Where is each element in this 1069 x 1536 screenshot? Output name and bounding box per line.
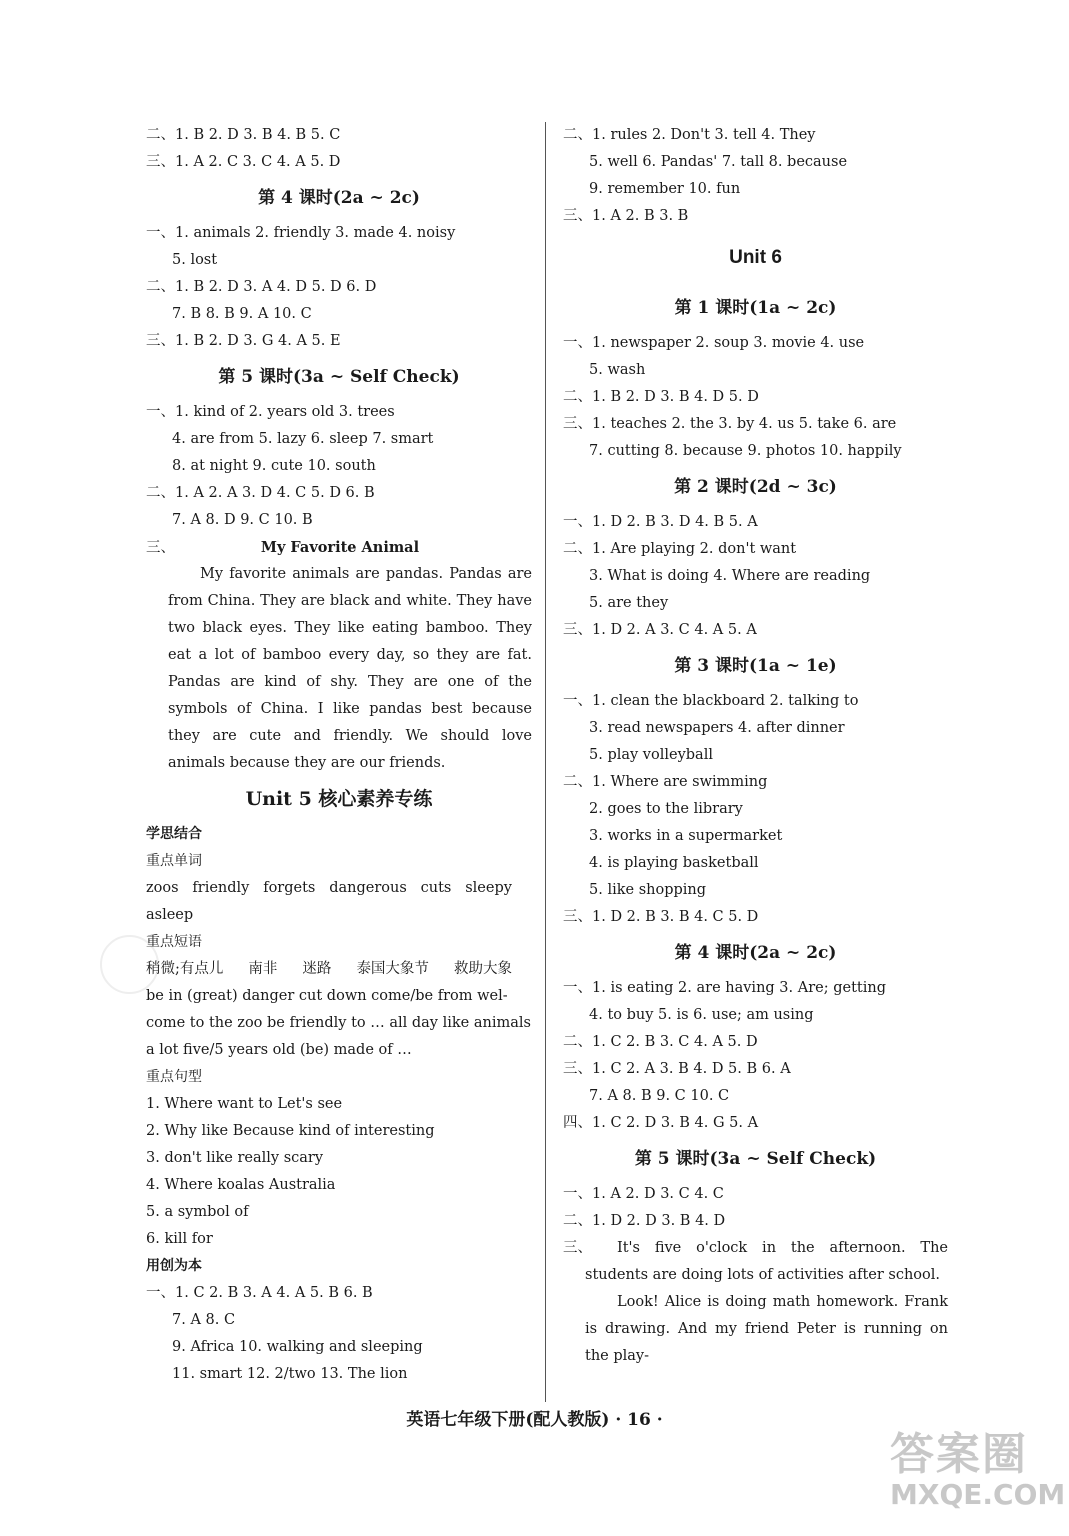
answer-line: 一、1. D 2. B 3. D 4. B 5. A — [563, 514, 758, 530]
answer-line: 二、1. Where are swimming — [563, 774, 768, 790]
answer-line: 一、1. is eating 2. are having 3. Are; getting — [563, 980, 887, 996]
subsection-label: 重点单词 — [146, 853, 202, 869]
answer-line: 一、1. newspaper 2. soup 3. movie 4. use — [563, 335, 865, 351]
subsection-label: 重点句型 — [146, 1069, 202, 1085]
answer-line: 5. play volleyball — [589, 747, 713, 763]
key-word: forgets — [263, 880, 316, 896]
answer-line: 4. is playing basketball — [589, 855, 759, 871]
answer-line: 二、1. rules 2. Don't 3. tell 4. They — [563, 127, 816, 143]
answer-line: 三、1. A 2. C 3. C 4. A 5. D — [146, 154, 341, 170]
lesson-title: 第 1 课时(1a ~ 2c) — [674, 298, 837, 318]
answer-line: 一、1. animals 2. friendly 3. made 4. noisy — [146, 225, 456, 241]
key-word: dangerous — [329, 880, 407, 896]
answer-line: 11. smart 12. 2/two 13. The lion — [172, 1366, 408, 1382]
key-word: asleep — [146, 907, 194, 923]
key-phrases-cn-row — [146, 956, 532, 983]
unit5-title: Unit 5 核心素养专练 — [245, 788, 433, 810]
answer-line: 5. lost — [172, 252, 218, 268]
answer-line: 9. Africa 10. walking and sleeping — [172, 1339, 423, 1355]
key-phrase-line: come to the zoo be friendly to … all day like animals — [146, 1015, 531, 1031]
answer-line: 7. B 8. B 9. A 10. C — [172, 306, 312, 322]
answer-line: 5. are they — [589, 595, 669, 611]
left-column — [146, 122, 532, 1388]
answer-line: 4. to buy 5. is 6. use; am using — [589, 1007, 814, 1023]
answer-line: 一、1. C 2. B 3. A 4. A 5. B 6. B — [146, 1285, 373, 1301]
lesson-title: 第 4 课时(2a ~ 2c) — [674, 943, 837, 963]
essay-paragraph: My favorite animals are pandas. Pandas are from China. They are black and white. They have two black eyes. They like eating bamboo. They eat a lot of bamboo every day, so they are fat. Pandas are kind of shy. They are one of the symbols of China. I like pandas best because they are cute and friendly. We should love animals because they are our friends. — [168, 566, 532, 771]
answer-line: 7. A 8. B 9. C 10. C — [589, 1088, 730, 1104]
essay-label: 三、 — [146, 540, 175, 556]
answer-line: 5. well 6. Pandas' 7. tall 8. because — [589, 154, 848, 170]
key-phrase: 泰国大象节 — [356, 961, 429, 977]
answer-line: 一、1. clean the blackboard 2. talking to — [563, 693, 859, 709]
answer-line: 二、1. Are playing 2. don't want — [563, 541, 797, 557]
answer-line: 二、1. D 2. D 3. B 4. D — [563, 1213, 726, 1229]
key-phrase: 救助大象 — [453, 961, 512, 977]
answer-line: 四、1. C 2. D 3. B 4. G 5. A — [563, 1115, 759, 1131]
answer-line: 二、1. B 2. D 3. B 4. B 5. C — [146, 127, 341, 143]
answer-line: 三、1. C 2. A 3. B 4. D 5. B 6. A — [563, 1061, 791, 1077]
answer-line: 三、1. B 2. D 3. G 4. A 5. E — [146, 333, 341, 349]
answer-line: 三、1. teaches 2. the 3. by 4. us 5. take 6. are — [563, 416, 897, 432]
section-heading: 用创为本 — [146, 1258, 202, 1274]
section-heading: 学思结合 — [146, 826, 202, 842]
sentence-line: 2. Why like Because kind of interesting — [146, 1123, 435, 1139]
sentence-line: 4. Where koalas Australia — [146, 1177, 336, 1193]
key-word: sleepy — [465, 880, 512, 896]
answer-line: 7. A 8. D 9. C 10. B — [172, 512, 313, 528]
key-phrase-line: a lot five/5 years old (be) made of … — [146, 1042, 412, 1058]
sentence-line: 6. kill for — [146, 1231, 213, 1247]
answer-line: 4. are from 5. lazy 6. sleep 7. smart — [172, 431, 434, 447]
lesson-title: 第 5 课时(3a ~ Self Check) — [218, 367, 460, 387]
lesson-title: 第 2 课时(2d ~ 3c) — [674, 477, 837, 497]
answer-line: 3. read newspapers 4. after dinner — [589, 720, 845, 736]
answer-line: 二、1. B 2. D 3. A 4. D 5. D 6. D — [146, 279, 377, 295]
answer-line: 2. goes to the library — [589, 801, 743, 817]
answer-line: 二、1. C 2. B 3. C 4. A 5. D — [563, 1034, 758, 1050]
watermark-logo — [890, 1418, 1066, 1530]
key-phrase-line: be in (great) danger cut down come/be from wel- — [146, 988, 508, 1004]
answer-line: 三、1. A 2. B 3. B — [563, 208, 689, 224]
lesson-title: 第 5 课时(3a ~ Self Check) — [634, 1149, 877, 1169]
answer-line: 3. works in a supermarket — [589, 828, 783, 844]
sentence-line: 3. don't like really scary — [146, 1150, 324, 1166]
watermark-text: 答案圈 — [890, 1429, 1028, 1480]
page-footer: 英语七年级下册(配人教版) · 16 · — [406, 1410, 663, 1430]
lesson-title: 第 3 课时(1a ~ 1e) — [674, 656, 837, 676]
key-phrase: 迷路 — [302, 961, 332, 977]
subsection-label: 重点短语 — [146, 934, 202, 950]
answer-line: 三、1. D 2. A 3. C 4. A 5. A — [563, 622, 757, 638]
essay-paragraph: Look! Alice is doing math homework. Frank is drawing. And my friend Peter is running on the play- — [585, 1294, 948, 1364]
answer-line: 9. remember 10. fun — [589, 181, 741, 197]
essay-title: My Favorite Animal — [260, 539, 420, 556]
answer-line: 7. cutting 8. because 9. photos 10. happily — [589, 443, 902, 459]
answer-line: 二、1. B 2. D 3. B 4. D 5. D — [563, 389, 759, 405]
unit6-title: Unit 6 — [729, 247, 782, 268]
sentence-line: 5. a symbol of — [146, 1204, 249, 1220]
answer-line: 3. What is doing 4. Where are reading — [589, 568, 871, 584]
answer-line: 8. at night 9. cute 10. south — [172, 458, 376, 474]
key-word: cuts — [420, 880, 452, 896]
answer-line: 7. A 8. C — [172, 1312, 236, 1328]
essay-paragraph: It's five o'clock in the afternoon. The students are doing lots of activities after school. — [585, 1240, 948, 1283]
sentence-line: 1. Where want to Let's see — [146, 1096, 343, 1112]
answer-line: 一、1. kind of 2. years old 3. trees — [146, 404, 395, 420]
answer-line: 5. like shopping — [589, 882, 707, 898]
essay-block — [563, 1235, 948, 1370]
essay-heading — [146, 534, 532, 561]
answer-line: 5. wash — [589, 362, 646, 378]
right-column — [563, 122, 948, 1370]
answer-line: 二、1. A 2. A 3. D 4. C 5. D 6. B — [146, 485, 375, 501]
lesson-title: 第 4 课时(2a ~ 2c) — [258, 188, 420, 208]
key-phrase: 南非 — [248, 961, 278, 977]
column-divider — [545, 122, 546, 1402]
watermark-url: MXQE.COM — [890, 1478, 1066, 1511]
key-word: friendly — [192, 880, 250, 896]
key-words-row — [146, 875, 532, 902]
key-word: zoos — [146, 880, 179, 896]
essay-label: 三、 — [563, 1240, 592, 1256]
answer-line: 三、1. D 2. B 3. B 4. C 5. D — [563, 909, 759, 925]
answer-line: 一、1. A 2. D 3. C 4. C — [563, 1186, 724, 1202]
key-phrase: 稍微;有点儿 — [146, 961, 224, 977]
